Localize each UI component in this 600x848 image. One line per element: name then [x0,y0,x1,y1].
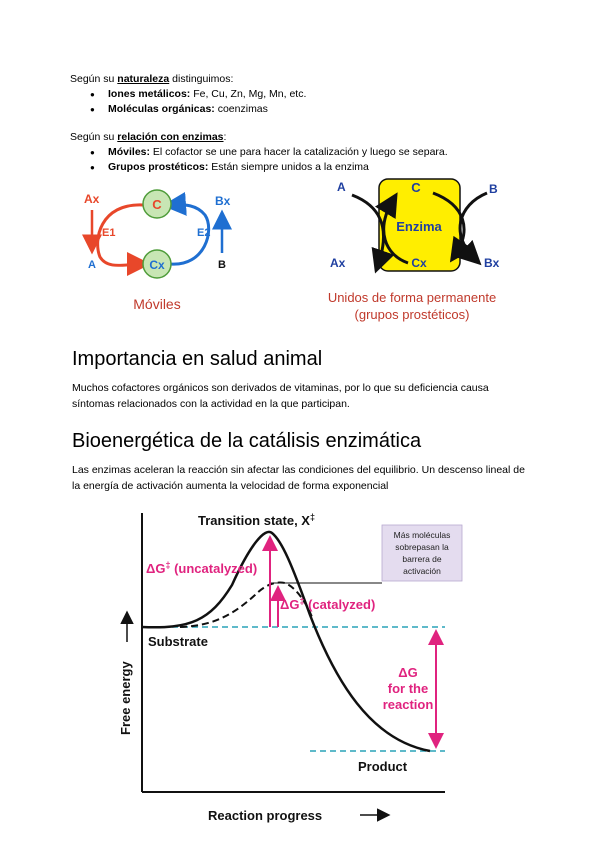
label-b: B [218,259,226,271]
item-label: Moléculas orgánicas: [108,103,215,115]
product-label: Product [358,759,408,774]
para-bioenergetica: Las enzimas aceleran la reacción sin afectar las condiciones del equilibrio. Un descenso lineal de la energía de activación aumenta la velocidad de forma exponencial [72,464,525,492]
note-line: sobrepasan la [395,542,449,552]
caption-line1: Unidos de forma permanente [327,290,497,305]
list-relacion [70,145,530,175]
intro-keyword: naturaleza [117,73,170,85]
intro-text-end: : [223,131,227,143]
label-a: A [88,259,96,271]
list-item [70,160,530,175]
item-text: coenzimas [214,103,268,115]
dg-uncatalyzed-label: ΔG‡ (uncatalyzed) [146,560,258,576]
intro-text: Según su [70,131,118,143]
note-line: barrera de [402,554,442,564]
list-item [70,102,530,117]
item-label: Móviles: [108,146,151,158]
intro-keyword: relación con enzimas [117,131,224,143]
diagram-prosteticos [328,179,500,322]
label-b: B [489,182,498,196]
item-text: Están siempre unidos a la enzima [208,161,369,173]
intro-relacion [70,129,226,145]
heading-importancia: Importancia en salud animal [72,348,323,370]
label-a: A [337,180,346,194]
list-naturaleza [70,87,530,117]
label-c: C [152,197,162,212]
label-bx: Bx [484,256,500,270]
note-line: Más moléculas [393,530,451,540]
dg-catalyzed-label: ΔG‡ (catalyzed) [280,596,376,612]
diagram-moviles [84,190,231,312]
label-ax: Ax [330,256,346,270]
label-bx: Bx [215,194,231,208]
label-e1: E1 [102,227,116,239]
label-c: C [411,180,421,195]
x-axis-label: Reaction progress [208,808,323,823]
item-text: El cofactor se une para hacer la catalización y luego se separa. [150,146,448,158]
substrate-label: Substrate [148,634,208,649]
dg-reaction-label-3: reaction [382,697,434,712]
label-ax: Ax [84,192,100,206]
label-enzyme: Enzima [396,219,442,234]
item-label: Iones metálicos: [108,88,191,100]
caption-moviles: Móviles [133,296,181,312]
dg-reaction-label-1: ΔG [398,665,418,680]
intro-text: Según su [70,73,118,85]
caption-line2: (grupos prostéticos) [354,307,470,322]
intro-text-end: distinguimos: [169,73,234,85]
energy-diagram [100,505,480,835]
y-axis-label: Free energy [118,661,133,735]
heading-bioenergetica: Bioenergética de la catálisis enzimática [72,430,422,452]
label-cx: Cx [149,258,165,272]
list-item [70,145,530,160]
label-e2: E2 [197,227,211,239]
intro-naturaleza [70,71,233,87]
item-label: Grupos prostéticos: [108,161,209,173]
transition-state-label: Transition state, X‡ [198,512,315,528]
cofactor-diagrams [0,175,600,330]
note-line: activación [403,566,441,576]
dg-reaction-label-2: for the [387,681,429,696]
item-text: Fe, Cu, Zn, Mg, Mn, etc. [190,88,307,100]
list-item [70,87,530,102]
label-cx: Cx [411,256,427,270]
para-importancia: Muchos cofactores orgánicos son derivados de vitaminas, por lo que su deficiencia causa síntomas relacionados con la actividad en la que participan. [72,382,489,410]
